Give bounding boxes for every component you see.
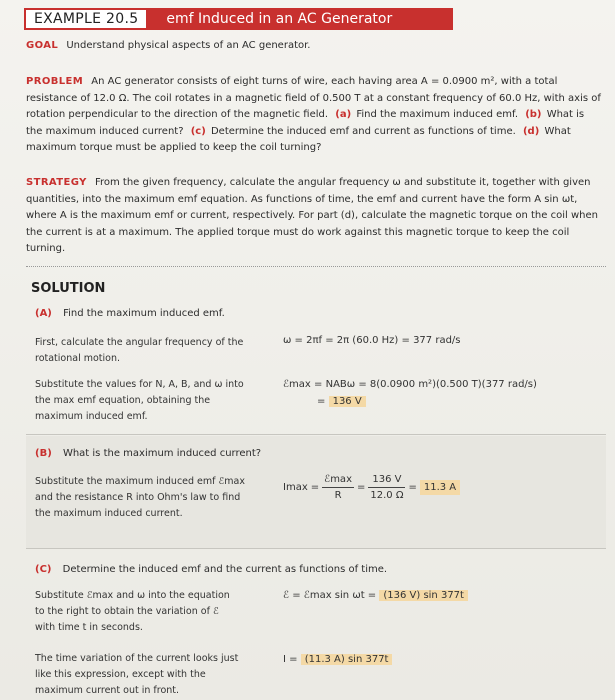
goal-keyword: GOAL	[26, 40, 59, 51]
problem-b-label: (b)	[525, 109, 542, 120]
problem-keyword: PROBLEM	[26, 76, 84, 87]
max-emf-symbol: ℰmax	[283, 379, 311, 390]
problem-d-text: What maximum torque must be applied to keep the coil turning?	[26, 125, 571, 153]
part-a-text: Find the maximum induced emf.	[63, 308, 225, 319]
values-fraction	[368, 472, 405, 503]
emf-time-result: (136 V) sin 377t	[379, 590, 468, 601]
emf-time-equation	[283, 588, 468, 603]
strategy-text: From the given frequency, calculate the angular frequency ω and substitute it, together with given quantities, into the maximum emf equation. As functions of time, the emf and current have the form A sin ωt, where A is the maximum emf or current, respectively. For part (d), calculate the magnetic torque on the coil when the current is at a maximum. The applied torque must do work against this magnetic torque to keep the coil turning.	[26, 177, 598, 254]
max-current-result: 11.3 A	[420, 480, 460, 495]
max-emf-expression: = NABω = 8(0.0900 m²)(0.500 T)(377 rad/s)	[314, 379, 537, 390]
problem-b-text: What is the maximum induced current?	[26, 109, 585, 137]
part-b-step: Substitute the maximum induced emf ℰmax and the resistance R into Ohm's law to find the maximum induced current.	[35, 476, 245, 519]
problem-section	[26, 74, 601, 157]
emf-over-r-denominator: R	[334, 490, 342, 501]
part-a-step1: First, calculate the angular frequency of the rotational motion.	[35, 337, 244, 364]
part-c-question	[35, 564, 387, 575]
emf-over-r-fraction	[322, 472, 354, 503]
part-b-label: (B)	[35, 448, 52, 459]
max-emf-result-line	[317, 394, 366, 409]
part-c-step1: Substitute ℰmax and ω into the equation to the right to obtain the variation of ℰ with time t in seconds.	[35, 590, 230, 633]
part-c-label: (C)	[35, 564, 52, 575]
values-denominator: 12.0 Ω	[370, 490, 404, 501]
part-a-label: (A)	[35, 308, 52, 319]
problem-a-text: Find the maximum induced emf.	[356, 109, 518, 120]
goal-section	[26, 40, 310, 51]
problem-c-text: Determine the induced emf and current as functions of time.	[210, 125, 516, 137]
solution-title: SOLUTION	[31, 281, 106, 296]
max-current-equation: Imax = $\frac{\text{ℰmax}}{R}$ = $\frac{136 V}{12.0 \Omega}$ = 11.3 A	[283, 472, 460, 503]
example-number: EXAMPLE 20.5	[24, 8, 148, 30]
part-a-question	[35, 308, 225, 319]
part-divider	[26, 548, 606, 549]
part-b-text: What is the maximum induced current?	[62, 448, 262, 459]
max-current-symbol: Imax	[283, 482, 308, 493]
part-c-text: Determine the induced emf and the current as functions of time.	[62, 564, 388, 575]
max-emf-equation	[283, 377, 537, 392]
current-time-result: (11.3 A) sin 377t	[301, 654, 393, 665]
problem-text: An AC generator consists of eight turns of wire, each having area A = 0.0900 m², with a total resistance of 12.0 Ω. The coil rotates in a magnetic field of 0.500 T at a constant frequency of 60.0 Hz, with axis of rotation perpendicular to the direction of the magnetic field.	[26, 76, 601, 120]
emf-time-expression: ℰ = ℰmax sin ωt =	[283, 590, 377, 601]
goal-text: Understand physical aspects of an AC generator.	[66, 40, 311, 51]
example-title: emf Induced in an AC Generator	[148, 8, 453, 30]
part-a-step2: Substitute the values for N, A, B, and ω into the max emf equation, obtaining the maximum induced emf.	[35, 379, 244, 422]
section-divider	[26, 266, 606, 267]
example-header	[24, 8, 453, 30]
values-numerator: 136 V	[368, 472, 405, 488]
current-time-expression: I =	[283, 654, 298, 665]
strategy-section	[26, 175, 601, 258]
part-divider	[26, 434, 606, 435]
current-time-equation	[283, 652, 392, 667]
angular-frequency-equation: ω = 2πf = 2π (60.0 Hz) = 377 rad/s	[283, 335, 461, 346]
problem-a-label: (a)	[335, 109, 352, 120]
problem-d-label: (d)	[522, 125, 540, 137]
problem-c-label: (c)	[190, 125, 206, 137]
part-c-step2: The time variation of the current looks just like this expression, except with the maximum current out in front.	[35, 653, 239, 696]
part-b-question	[35, 448, 261, 459]
max-emf-equals: =	[317, 396, 326, 407]
max-emf-result: 136 V	[329, 396, 366, 407]
strategy-keyword: STRATEGY	[26, 177, 87, 188]
emf-over-r-numerator: ℰmax	[322, 472, 354, 488]
